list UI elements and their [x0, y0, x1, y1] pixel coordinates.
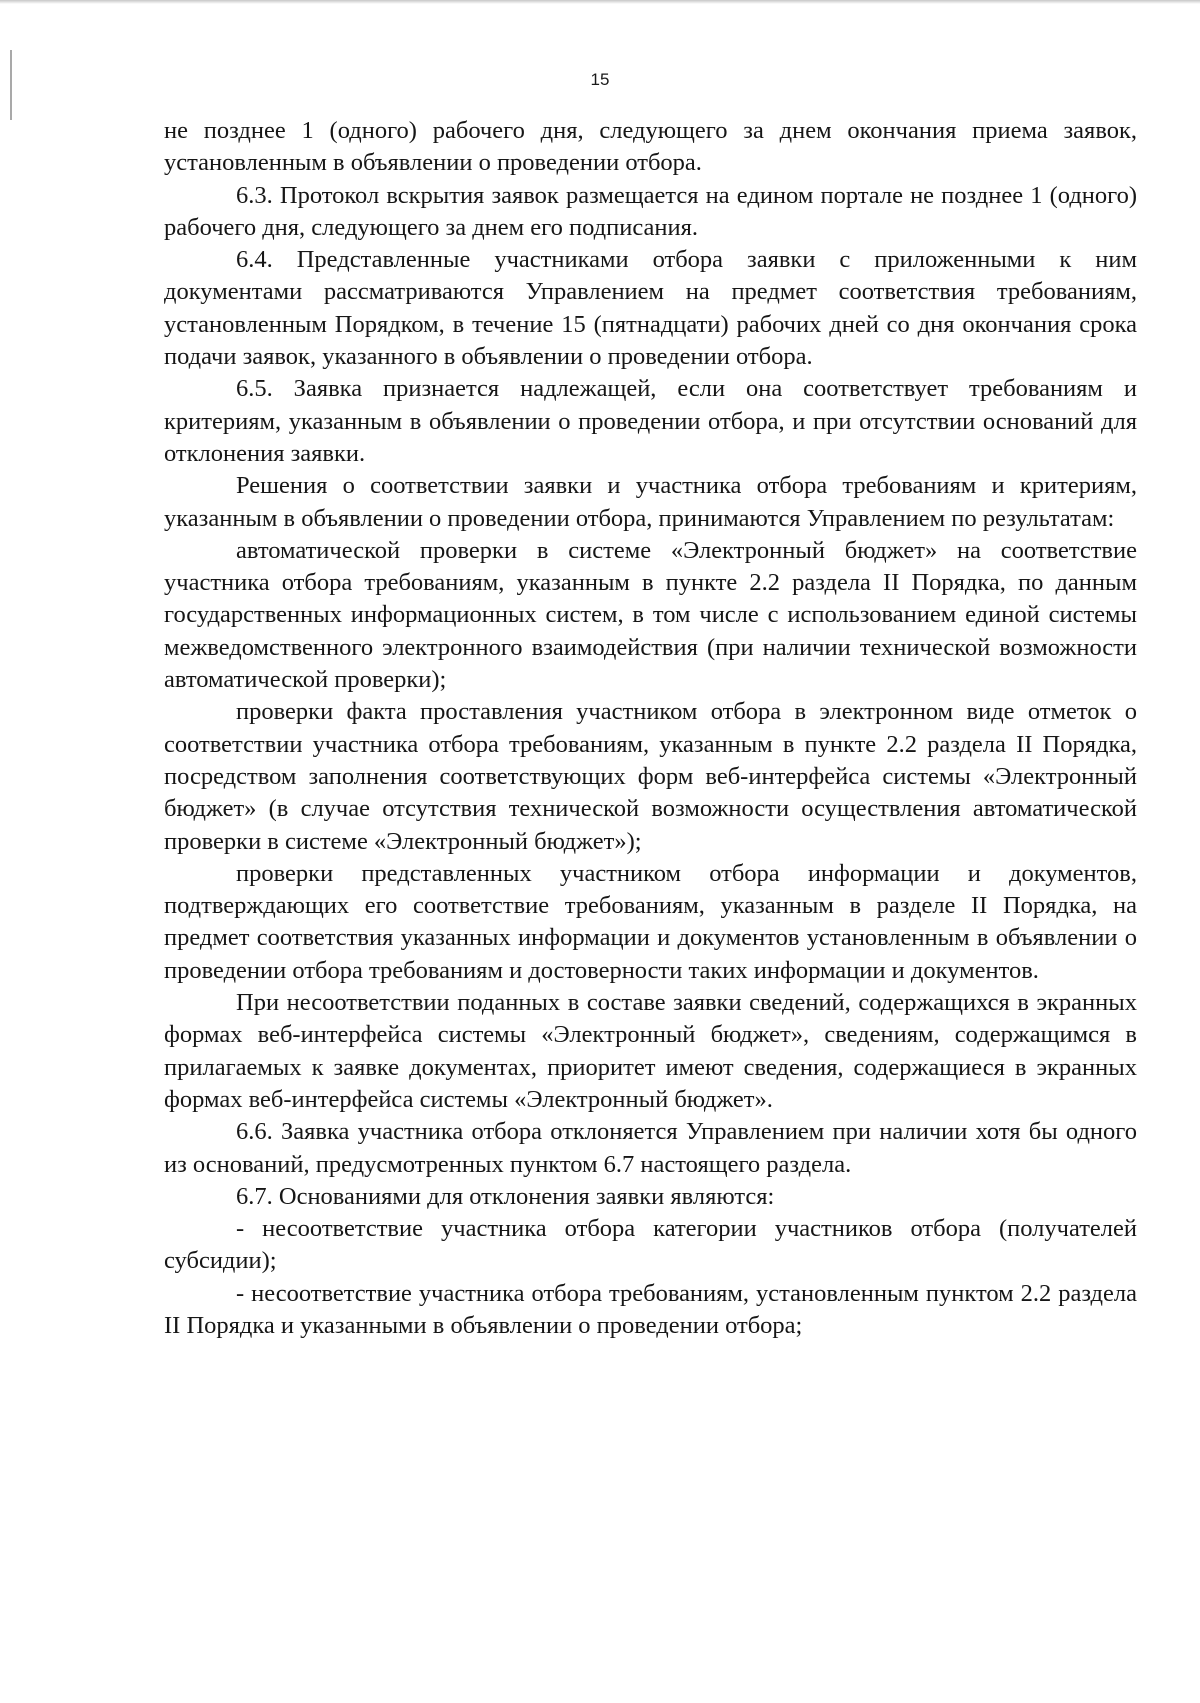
paragraph-marks-check: проверки факта проставления участником отбора в электронном виде отметок о соответствии участника отбора требованиям, указанным в пункте 2.2 раздела II Порядка, посредством заполнения соответствующих форм веб-интерфейса системы «Электронный бюджет» (в случае отсутствия технической возможности осуществления автоматической проверки в системе «Электронный бюджет»);: [164, 698, 1137, 855]
list-item-category: - несоответствие участника отбора категории участников отбора (получателей субсидии);: [164, 1215, 1137, 1275]
paragraph-6-7: 6.7. Основаниями для отклонения заявки являются:: [236, 1182, 775, 1210]
paragraph-6-4: 6.4. Представленные участниками отбора заявки с приложенными к ним документами рассматриваются Управлением на предмет соответствия требованиям, установленным Порядком, в течение 15 (пятнадцати) рабочих дней со дня окончания срока подачи заявок, указанного в объявлении о проведении отбора.: [164, 246, 1137, 371]
paragraph-6-5: 6.5. Заявка признается надлежащей, если она соответствует требованиям и критериям, указанным в объявлении о проведении отбора, и при отсутствии оснований для отклонения заявки.: [164, 375, 1137, 467]
list-item-requirements: - несоответствие участника отбора требованиям, установленным пунктом 2.2 раздела II Порядка и указанными в объявлении о проведении отбора;: [164, 1279, 1137, 1339]
paragraph-6-3: 6.3. Протокол вскрытия заявок размещается на едином портале не позднее 1 (одного) рабочего дня, следующего за днем его подписания.: [164, 181, 1137, 241]
scan-top-edge: [0, 0, 1200, 4]
paragraph-automatic-check: автоматической проверки в системе «Электронный бюджет» на соответствие участника отбора требованиям, указанным в пункте 2.2 раздела II Порядка, по данным государственных информационных систем, в том числе с использованием единой системы межведомственного электронного взаимодействия (при наличии технической возможности автоматической проверки);: [164, 536, 1137, 694]
page-number: 15: [590, 70, 610, 89]
paragraph-continuation: не позднее 1 (одного) рабочего дня, следующего за днем окончания приема заявок, установленным в объявлении о проведении отбора.: [164, 117, 1137, 177]
document-body: [164, 115, 1137, 1342]
paragraph-priority: При несоответствии поданных в составе заявки сведений, содержащихся в экранных формах веб-интерфейса системы «Электронный бюджет», сведениям, содержащимся в прилагаемых к заявке документах, приоритет имеют сведения, содержащиеся в экранных формах веб-интерфейса системы «Электронный бюджет».: [164, 989, 1137, 1113]
paragraph-6-6: 6.6. Заявка участника отбора отклоняется Управлением при наличии хотя бы одного из оснований, предусмотренных пунктом 6.7 настоящего раздела.: [164, 1118, 1137, 1178]
paragraph-documents-check: проверки представленных участником отбора информации и документов, подтверждающих его соответствие требованиям, указанным в разделе II Порядка, на предмет соответствия указанных информации и документов установленным в объявлении о проведении отбора требованиям и достоверности таких информации и документов.: [164, 859, 1137, 984]
paragraph-decisions: Решения о соответствии заявки и участника отбора требованиям и критериям, указанным в объявлении о проведении отбора, принимаются Управлением по результатам:: [164, 472, 1137, 532]
